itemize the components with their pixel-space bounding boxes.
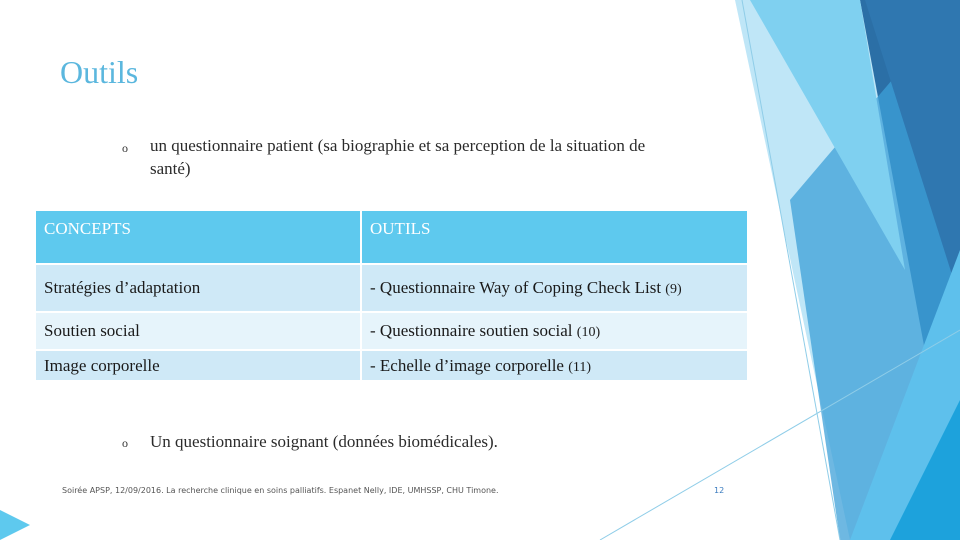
- table-cell-concept: Stratégies d’adaptation: [35, 264, 361, 312]
- table-header-row: [35, 210, 748, 264]
- table-row: [35, 312, 748, 350]
- table-cell-outil: [361, 264, 748, 312]
- outil-text: - Echelle d’image corporelle: [370, 355, 564, 375]
- table-cell-concept: Soutien social: [35, 312, 361, 350]
- table-header-cell: OUTILS: [361, 210, 748, 264]
- bullet-text-soignant: Un questionnaire soignant (données biomédicales).: [150, 432, 498, 451]
- table-row: [35, 264, 748, 312]
- table-cell-outil: [361, 312, 748, 350]
- reference-number: (10): [576, 325, 601, 340]
- table-row: [35, 350, 748, 381]
- reference-number: (9): [665, 282, 682, 297]
- bullet-icon: o: [122, 436, 128, 450]
- outil-text: - Questionnaire soutien social: [370, 321, 573, 340]
- page-number: 12: [714, 486, 725, 495]
- table-cell-concept: Image corporelle: [35, 350, 361, 381]
- concepts-table: [34, 209, 749, 382]
- table-header-cell: CONCEPTS: [35, 210, 361, 264]
- bullet-text-patient: un questionnaire patient (sa biographie et sa perception de la situation de santé): [150, 136, 646, 178]
- reference-number: (11): [568, 359, 592, 375]
- outil-text: - Questionnaire Way of Coping Check List: [370, 278, 662, 297]
- bullet-icon: o: [122, 141, 128, 155]
- table-cell-outil: [361, 350, 748, 381]
- slide-title: Outils: [60, 54, 139, 90]
- footer-text: Soirée APSP, 12/09/2016. La recherche clinique en soins palliatifs. Espanet Nelly, IDE, UMHSSP, CHU Timone.: [62, 486, 499, 495]
